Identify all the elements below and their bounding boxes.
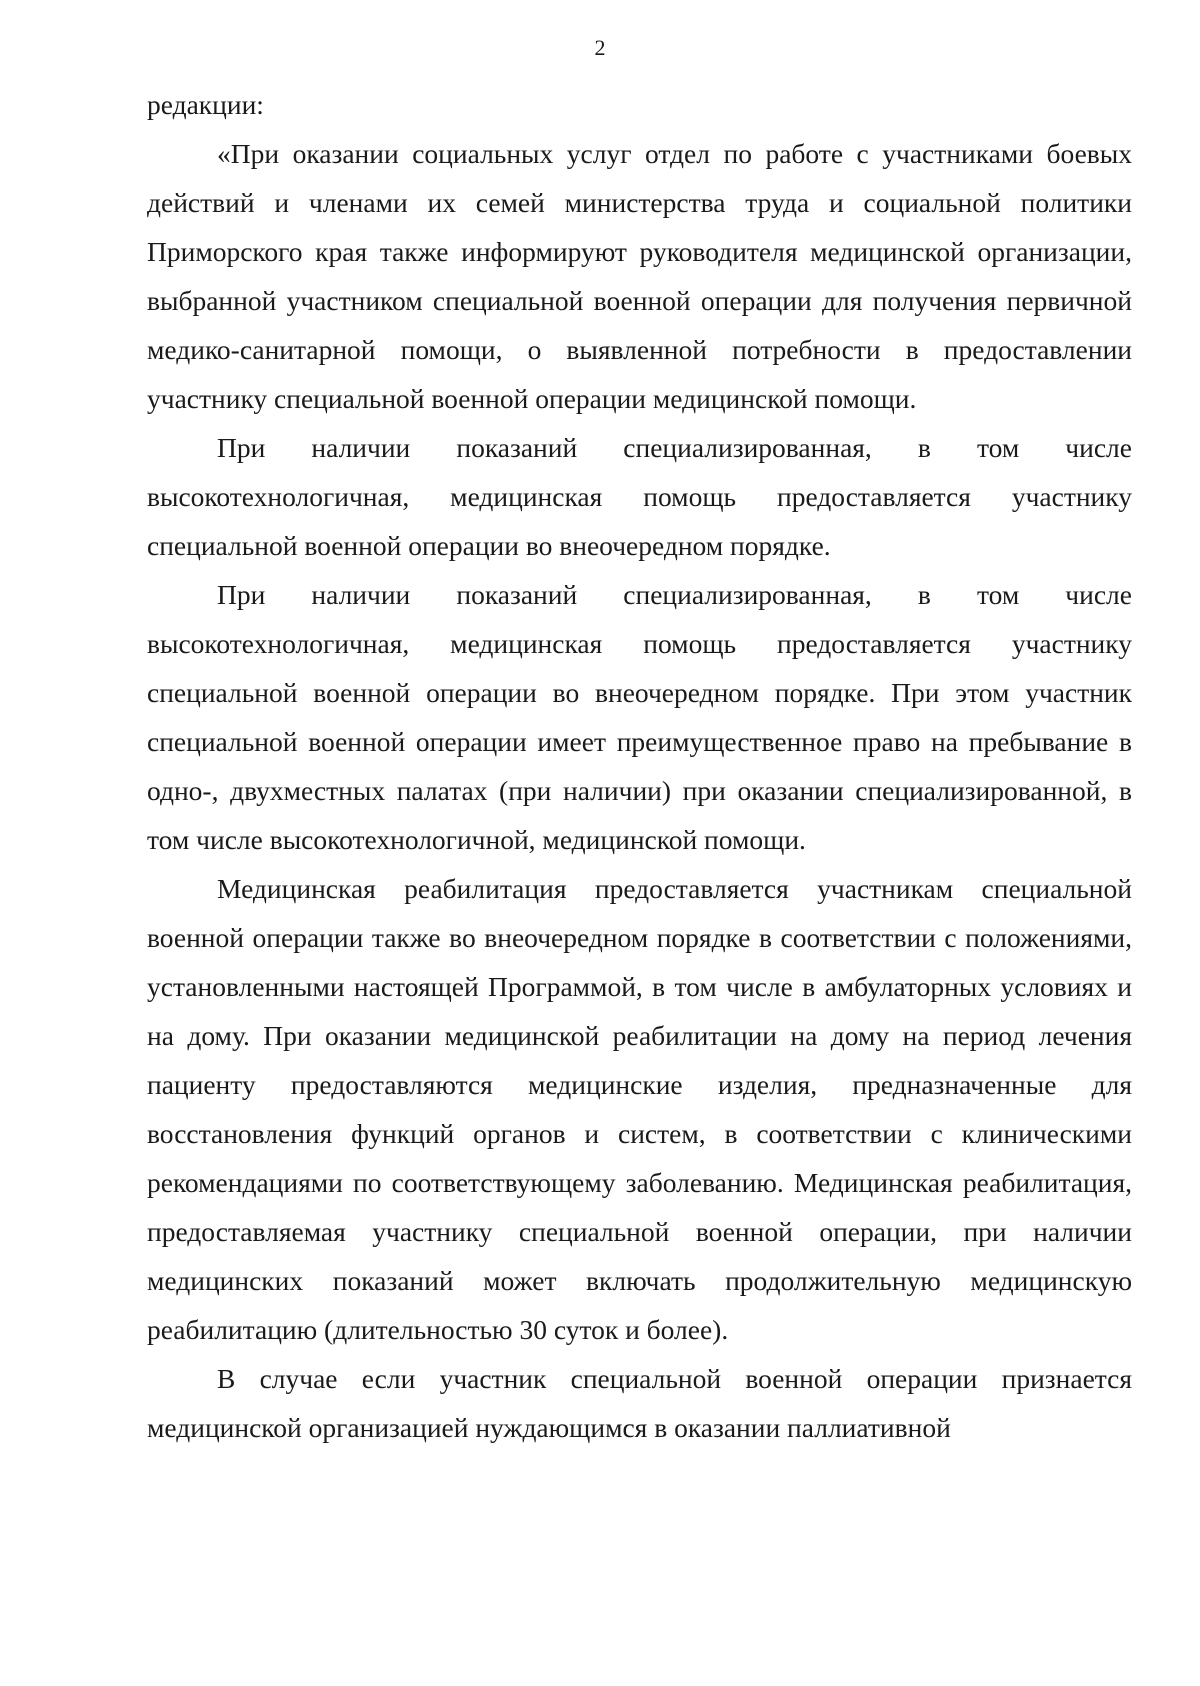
document-body xyxy=(147,80,1132,1452)
paragraph-palliative: В случае если участник специальной военной операции признается медицинской организацией нуждающимся в оказании паллиативной xyxy=(147,1363,1132,1443)
paragraph-rehabilitation: Медицинская реабилитация предоставляется участникам специальной военной операции также во внеочередном порядке в соответствии с положениями, установленными настоящей Программой, в том числе в амбулаторных условиях и на дому. При оказании медицинской реабилитации на дому на период лечения пациенту предоставляются медицинские изделия, предназначенные для восстановления функций органов и систем, в соответствии с клиническими рекомендациями по соответствующему заболеванию. Медицинская реабилитация, предоставляемая участнику специальной военной операции, при наличии медицинских показаний может включать продолжительную медицинскую реабилитацию (длительностью 30 суток и более). xyxy=(147,873,1132,1345)
paragraph-social-services: «При оказании социальных услуг отдел по работе с участниками боевых действий и членами их семей министерства труда и социальной политики Приморского края также информируют руководителя медицинской организации, выбранной участником специальной военной операции для получения первичной медико-санитарной помощи, о выявленной потребности в предоставлении участнику специальной военной операции медицинской помощи. xyxy=(147,138,1132,414)
paragraph-continuation: редакции: xyxy=(147,89,264,120)
paragraph-specialized-care-rooms: При наличии показаний специализированная, в том числе высокотехнологичная, медицинская помощь предоставляется участнику специальной военной операции во внеочередном порядке. При этом участник специальной военной операции имеет преимущественное право на пребывание в одно-, двухместных палатах (при наличии) при оказании специализированной, в том числе высокотехнологичной, медицинской помощи. xyxy=(147,579,1132,855)
paragraph-specialized-care: При наличии показаний специализированная, в том числе высокотехнологичная, медицинская помощь предоставляется участнику специальной военной операции во внеочередном порядке. xyxy=(147,432,1132,561)
page-number: 2 xyxy=(594,35,606,60)
